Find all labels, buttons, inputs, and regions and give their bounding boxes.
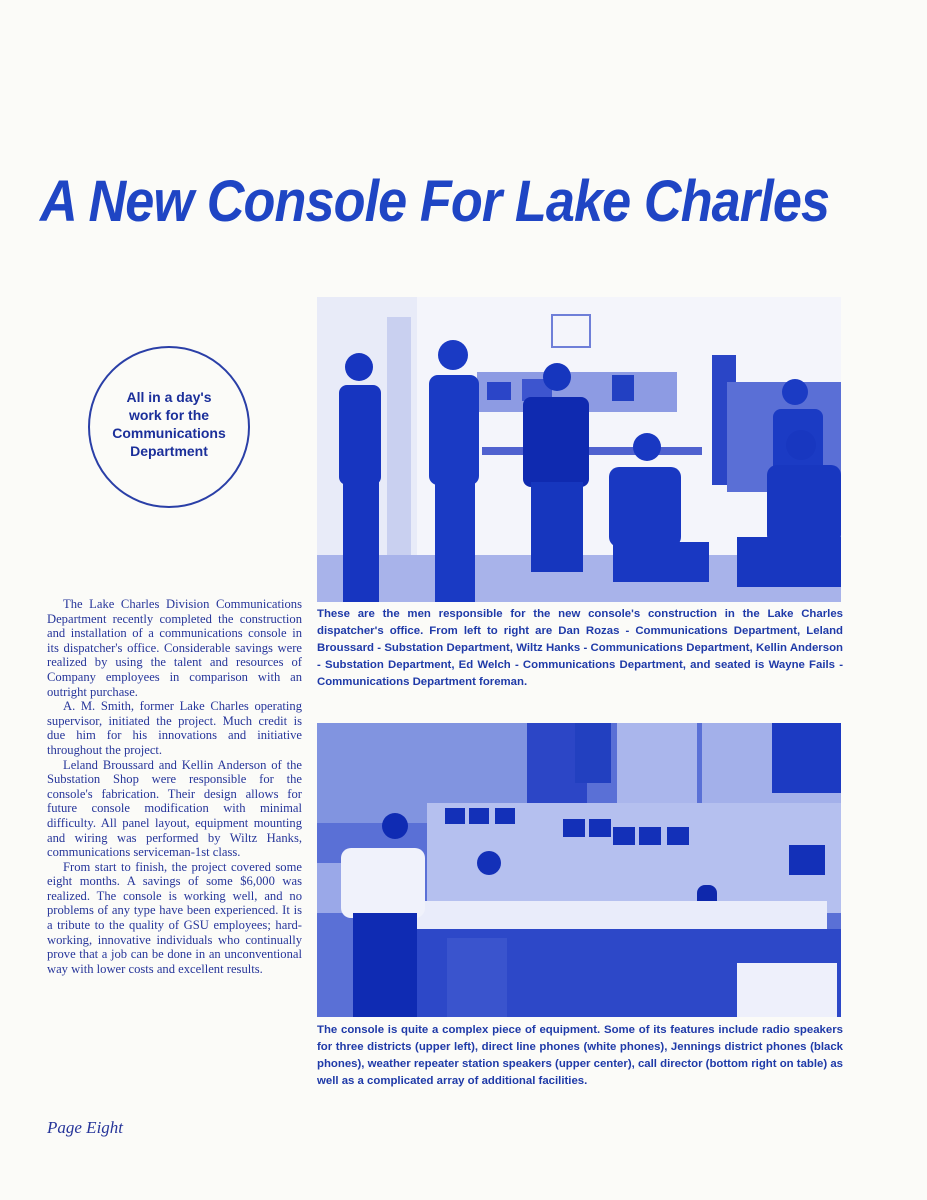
console-photo-caption: The console is quite a complex piece of equipment. Some of its features include radio speakers for three districts (upper left), direct line phones (white phones), Jennings district phones (black phones), weather repeater station speakers (upper center), call director (bottom right on table) as well as a complicated array of additional facilities. xyxy=(317,1024,843,1087)
article-title: A New Console For Lake Charles xyxy=(40,169,830,234)
group-photo-image xyxy=(317,297,841,602)
article-paragraph-4: From start to finish, the project covered some eight months. A savings of some $6,000 was realized. The console is working well, and no problems of any type have been experienced. It is a tribute to the quality of GSU employees; hard-working, innovative individuals who continually prove that a job can be done in an unconventional way with lower costs and excellent results. xyxy=(47,859,302,976)
article-paragraph-1: The Lake Charles Division Communications Department recently completed the construction and installation of a communications console in its dispatcher's office. Considerable savings were realized by using the talent and resources of Company employees in comparison with an outright purchase. xyxy=(47,597,302,699)
article-paragraph-3: Leland Broussard and Kellin Anderson of the Substation Shop were responsible for the console's fabrication. Their design allows for future console modification with minimal difficulty. All panel layout, equipment mounting and wiring was performed by Wiltz Hanks, communications serviceman-1st class. xyxy=(47,757,302,860)
callout-text: All in a day's work for the Communications Department xyxy=(112,389,226,459)
group-photo-caption: These are the men responsible for the new console's construction in the Lake Charles dispatcher's office. From left to right are Dan Rozas - Communications Department, Leland Broussard - Substation Department, Wiltz Hanks - Communications Department, Kellin Anderson - Substation Department, Ed Welch - Communications Department, and seated is Wayne Fails - Communications Department foreman. xyxy=(317,608,843,688)
article-paragraph-2: A. M. Smith, former Lake Charles operating supervisor, initiated the project. Much credit is due him for his innovations and initiative throughout the project. xyxy=(47,699,302,757)
page-number: Page Eight xyxy=(47,1118,124,1137)
callout-circle xyxy=(88,346,250,508)
group-photo xyxy=(317,297,841,602)
console-photo xyxy=(317,723,841,1017)
article-body xyxy=(47,597,302,976)
console-photo-image xyxy=(317,723,841,1017)
